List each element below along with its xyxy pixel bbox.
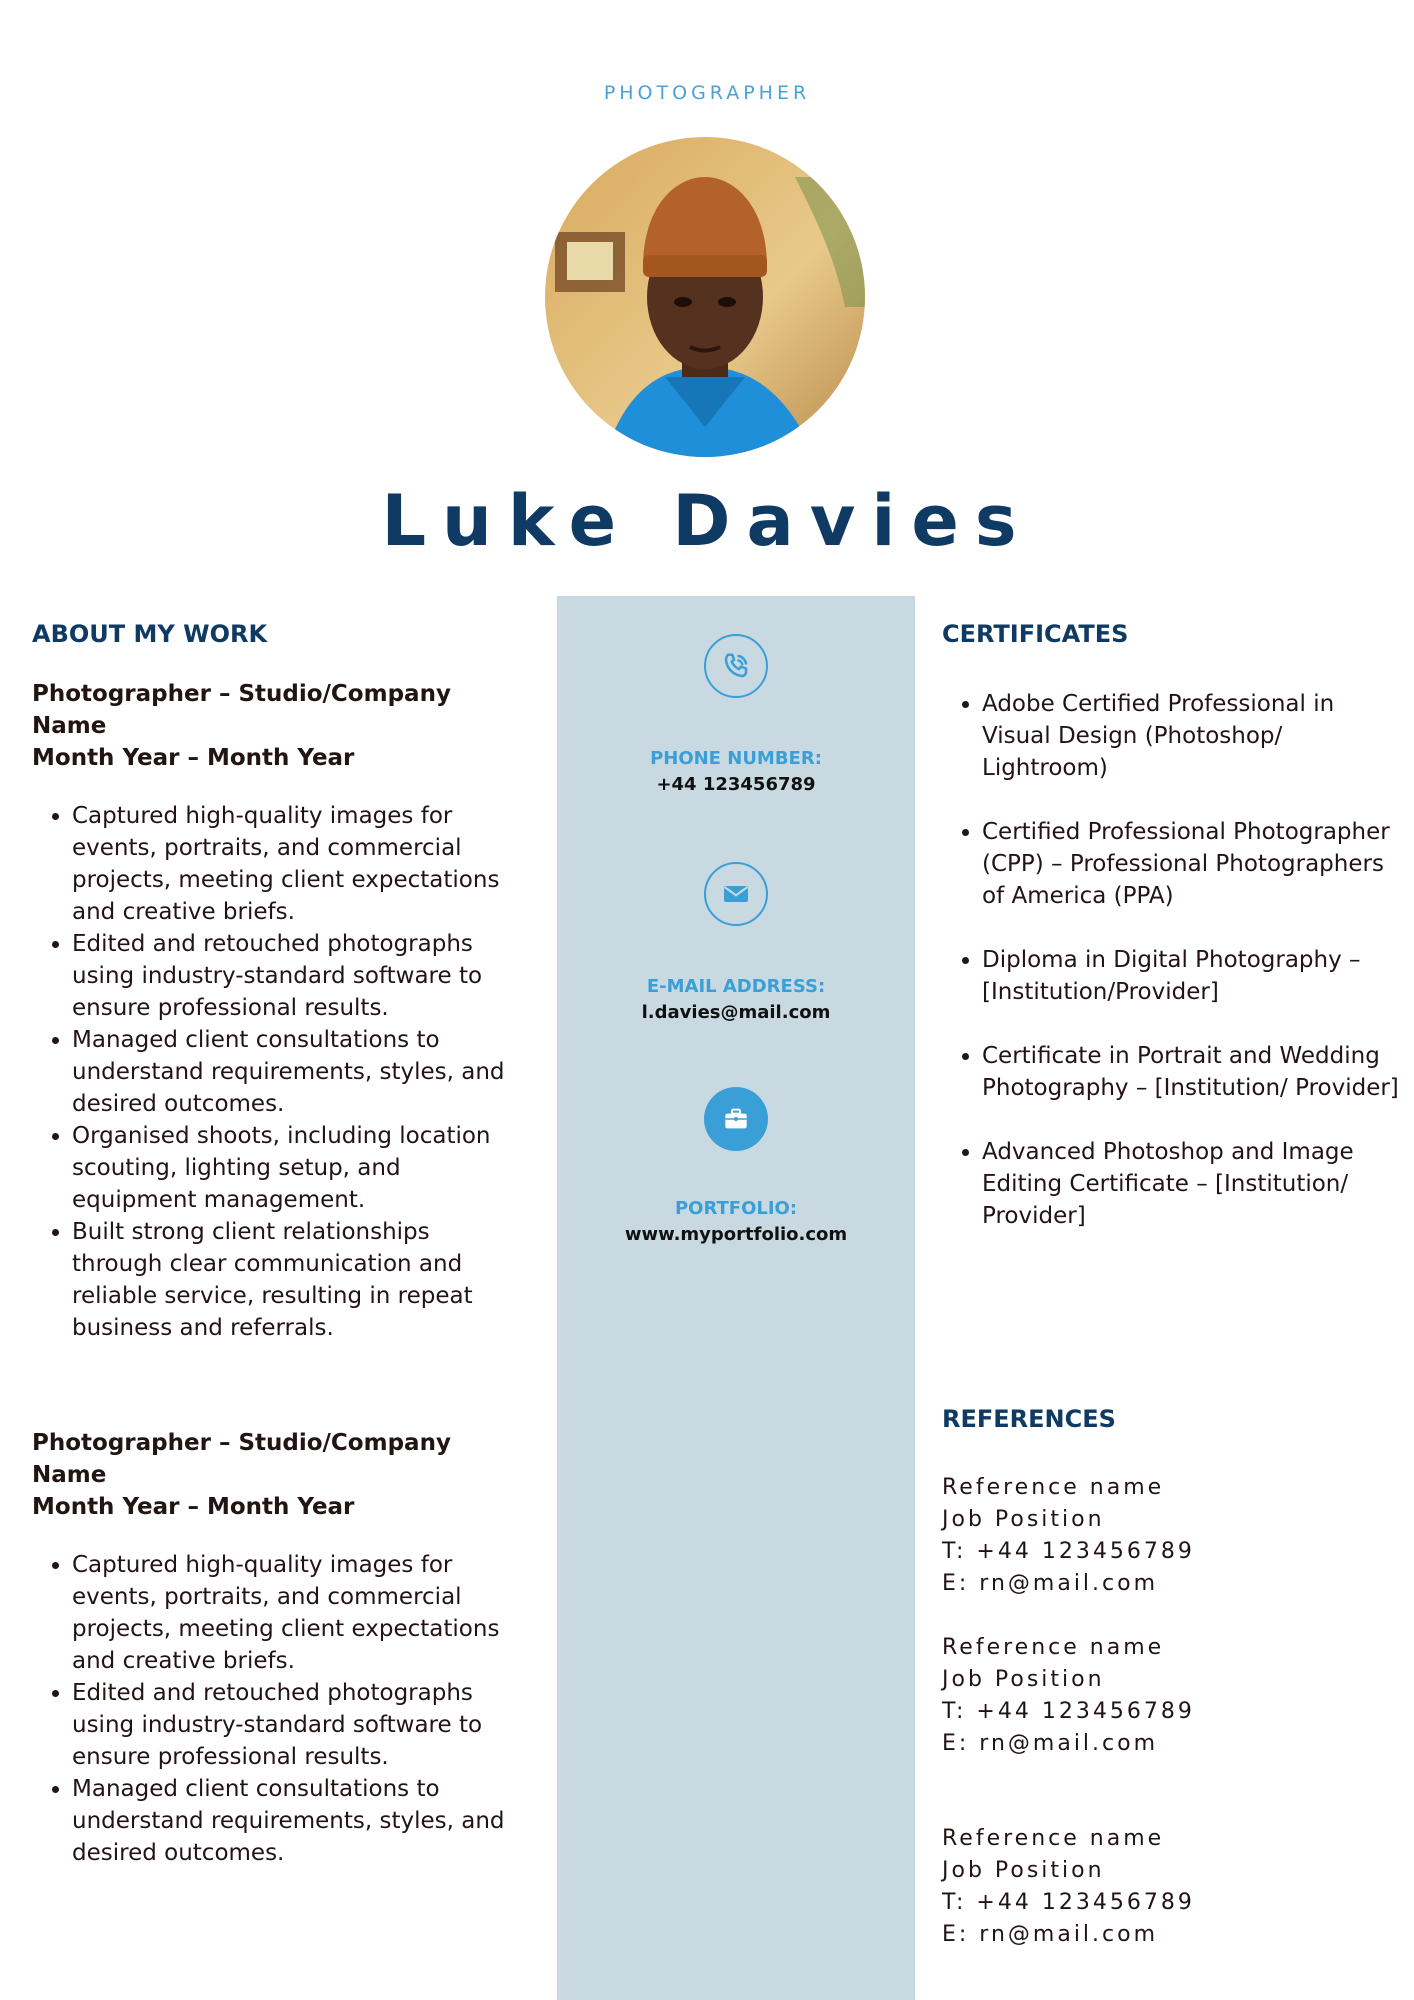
job-title: PHOTOGRAPHER <box>603 82 811 104</box>
phone-label: PHONE NUMBER: <box>650 748 822 769</box>
list-item: • Adobe Certified Professional in Visual Design (Photoshop/ Lightroom) <box>982 688 1402 784</box>
job-1-dates: Month Year – Month Year <box>32 745 355 771</box>
reference-email: E: rn@mail.com <box>942 1922 1159 1947</box>
reference-name: Reference name <box>942 1635 1165 1660</box>
portfolio-label: PORTFOLIO: <box>674 1198 798 1219</box>
list-item: • Edited and retouched photographs using industry-standard software to ensure professional results. <box>72 1677 522 1773</box>
reference-position: Job Position <box>942 1667 1105 1692</box>
certificates-list <box>942 688 1402 1264</box>
reference-1 <box>942 1472 1382 1600</box>
list-item: • Advanced Photoshop and Image Editing Certificate – [Institution/ Provider] <box>982 1136 1402 1232</box>
reference-phone: T: +44 123456789 <box>942 1890 1195 1915</box>
list-item: • Edited and retouched photographs using industry-standard software to ensure professional results. <box>72 928 522 1024</box>
job-1-title: Photographer – Studio/Company Name <box>32 681 451 739</box>
email-label: E-MAIL ADDRESS: <box>646 976 826 997</box>
references-heading: REFERENCES <box>942 1405 1116 1433</box>
profile-photo-illustration <box>545 137 865 457</box>
list-item: • Managed client consultations to understand requirements, styles, and desired outcomes. <box>72 1773 522 1869</box>
job-2-dates: Month Year – Month Year <box>32 1494 355 1520</box>
list-item: • Captured high-quality images for events, portraits, and commercial projects, meeting client expectations and creative briefs. <box>72 1549 522 1677</box>
reference-2 <box>942 1632 1382 1760</box>
full-name: Luke Davies <box>381 480 1033 562</box>
list-item: • Certificate in Portrait and Wedding Photography – [Institution/ Provider] <box>982 1040 1402 1104</box>
profile-photo <box>545 137 865 457</box>
mail-icon <box>704 862 768 926</box>
list-item: • Managed client consultations to understand requirements, styles, and desired outcomes. <box>72 1024 522 1120</box>
job-2-title: Photographer – Studio/Company Name <box>32 1430 451 1488</box>
list-item: • Organised shoots, including location scouting, lighting setup, and equipment management. <box>72 1120 522 1216</box>
list-item: • Captured high-quality images for events, portraits, and commercial projects, meeting client expectations and creative briefs. <box>72 800 522 928</box>
certificates-heading: CERTIFICATES <box>942 620 1129 648</box>
reference-position: Job Position <box>942 1858 1105 1883</box>
reference-email: E: rn@mail.com <box>942 1731 1159 1756</box>
portfolio-icon <box>704 1087 768 1151</box>
job-1-duties <box>32 800 522 1344</box>
portfolio-value[interactable]: www.myportfolio.com <box>624 1224 848 1245</box>
reference-name: Reference name <box>942 1475 1165 1500</box>
reference-phone: T: +44 123456789 <box>942 1539 1195 1564</box>
reference-3 <box>942 1823 1382 1951</box>
list-item: • Diploma in Digital Photography – [Institution/Provider] <box>982 944 1402 1008</box>
list-item: • Certified Professional Photographer (CPP) – Professional Photographers of America (PPA) <box>982 816 1402 912</box>
contact-sidebar <box>557 596 915 2000</box>
job-2-duties <box>32 1549 522 1869</box>
about-heading: ABOUT MY WORK <box>32 620 268 648</box>
list-item: • Built strong client relationships through clear communication and reliable service, resulting in repeat business and referrals. <box>72 1216 522 1344</box>
reference-position: Job Position <box>942 1507 1105 1532</box>
phone-icon <box>704 634 768 698</box>
email-value[interactable]: l.davies@mail.com <box>641 1002 831 1023</box>
phone-value[interactable]: +44 123456789 <box>656 774 816 795</box>
job-1-header <box>32 678 512 774</box>
job-2-header <box>32 1427 512 1523</box>
reference-phone: T: +44 123456789 <box>942 1699 1195 1724</box>
reference-email: E: rn@mail.com <box>942 1571 1159 1596</box>
reference-name: Reference name <box>942 1826 1165 1851</box>
